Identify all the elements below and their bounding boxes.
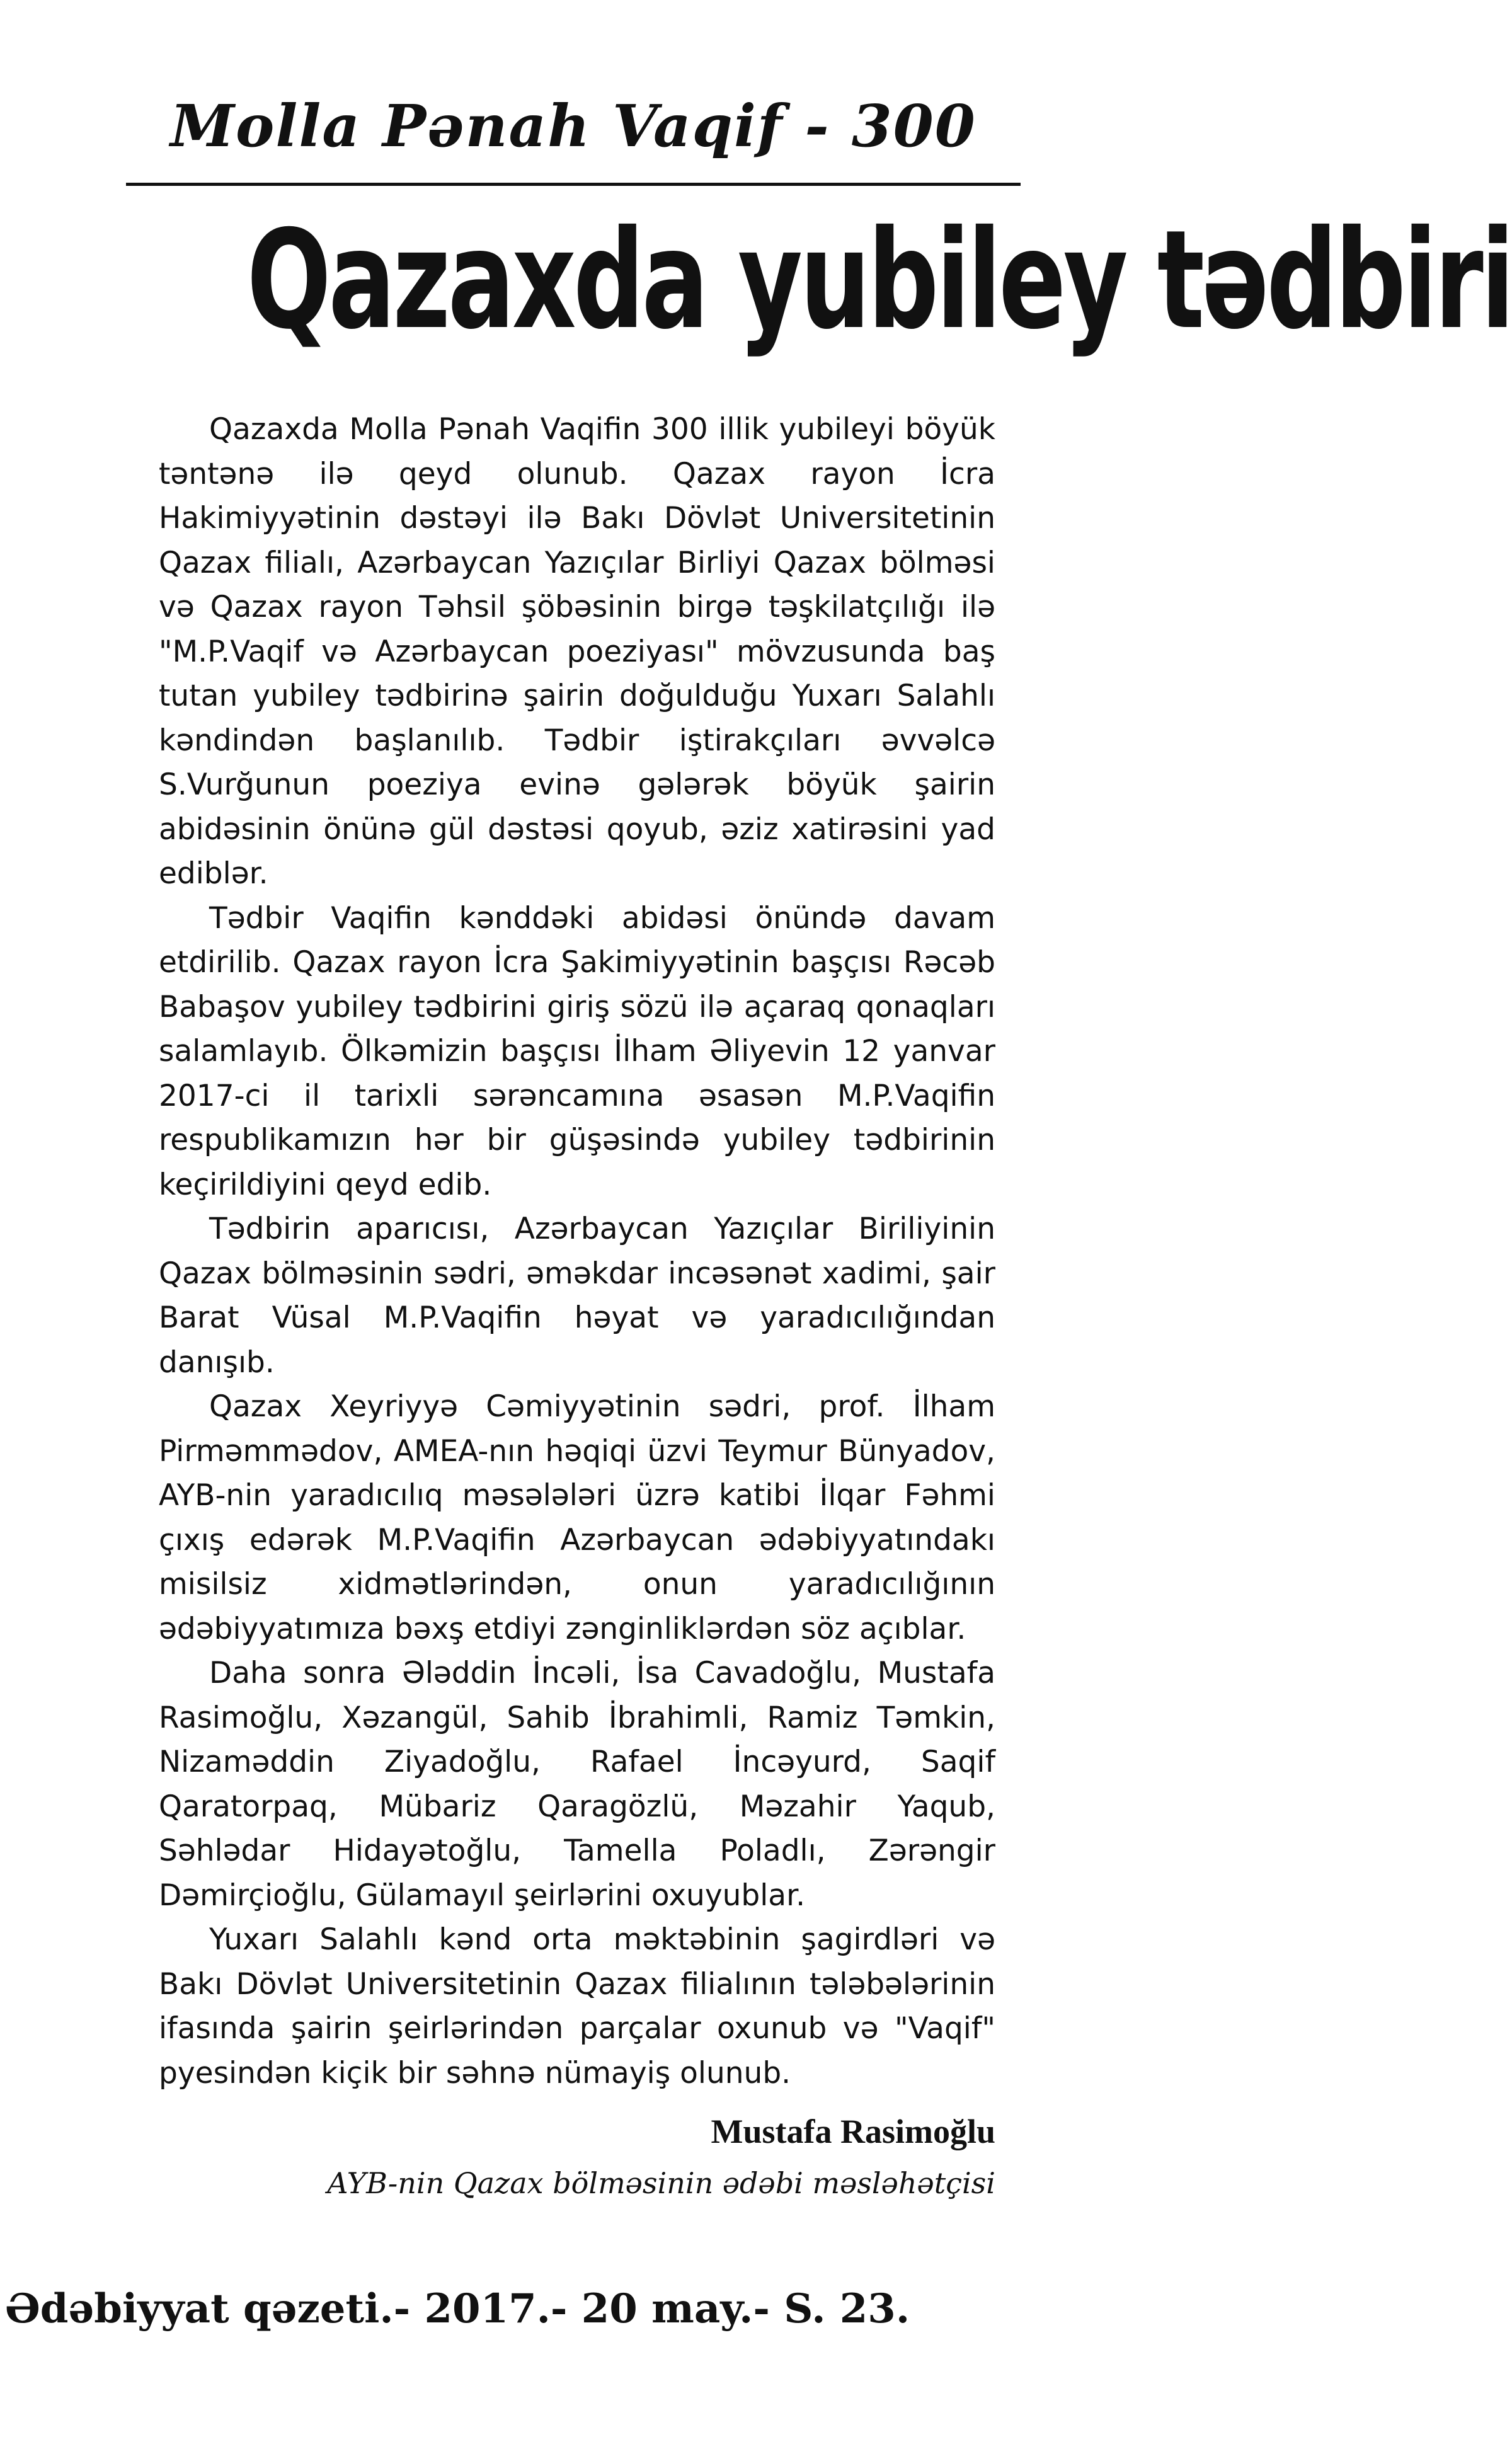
- article-body: [126, 408, 1021, 2096]
- paragraph: Qazaxda Molla Pənah Vaqifin 300 illik yubileyi böyük təntənə ilə qeyd olunub. Qazax rayon İcra Hakimiyyətinin dəstəyi ilə Bakı Dövlət Universitetinin Qazax filialı, Azərbaycan Yazıçılar Birliyi Qazax bölməsi və Qazax rayon Təhsil şöbəsinin birgə təşkilatçılığı ilə "M.P.Vaqif və Azərbaycan poeziyası" mövzusunda baş tutan yubiley tədbirinə şairin doğulduğu Yuxarı Salahlı kəndindən başlanılıb. Tədbir iştirakçıları əvvəlcə S.Vurğunun poeziya evinə gələrək böyük şairin abidəsinin önünə gül dəstəsi qoyub, əziz xatirəsini yad ediblər.: [159, 412, 995, 891]
- headline: Qazaxda yubiley tədbiri: [246, 201, 1512, 359]
- author-name: Mustafa Rasimoğlu: [711, 2113, 995, 2150]
- kicker-title: Molla Pənah Vaqif - 300: [170, 92, 976, 160]
- newspaper-clipping: [126, 82, 1512, 2224]
- paragraph: Tədbir Vaqifin kənddəki abidəsi önündə davam etdirilib. Qazax rayon İcra Şakimiyyətinin başçısı Rəcəb Babaşov yubiley tədbirini giriş sözü ilə açaraq qonaqları salamlayıb. Ölkəmizin başçısı İlham Əliyevin 12 yanvar 2017-ci il tarixli sərəncamına əsasən M.P.Vaqifin respublikamızın hər bir güşəsində yubiley tədbirinin keçirildiyini qeyd edib.: [159, 900, 995, 1202]
- paragraph: Daha sonra Ələddin İncəli, İsa Cavadoğlu, Mustafa Rasimoğlu, Xəzangül, Sahib İbrahimli, Ramiz Təmkin, Nizaməddin Ziyadoğlu, Rafael İncəyurd, Saqif Qaratorpaq, Mübariz Qaragözlü, Məzahir Yaqub, Səhlədar Hidayətoğlu, Tamella Poladlı, Zərəngir Dəmirçioğlu, Gülamayıl şeirlərini oxuyublar.: [159, 1656, 995, 1913]
- paragraph: Qazax Xeyriyyə Cəmiyyətinin sədri, prof. İlham Pirməmmədov, AMEA-nın həqiqi üzvi Teymur Bünyadov, AYB-nin yaradıcılıq məsələləri üzrə katibi İlqar Fəhmi çıxış edərək M.P.Vaqifin Azərbaycan ədəbiyyatındakı misilsiz xidmətlərindən, onun yaradıcılığının ədəbiyyatımıza bəxş etdiyi zənginliklərdən söz açıblar.: [159, 1389, 995, 1646]
- author-title: AYB-nin Qazax bölməsinin ədəbi məsləhətçisi: [327, 2166, 995, 2200]
- paragraph: Tədbirin aparıcısı, Azərbaycan Yazıçılar Biriliyinin Qazax bölməsinin sədri, əməkdar incəsənət xadimi, şair Barat Vüsal M.P.Vaqifin həyat və yaradıcılığından danışıb.: [159, 1212, 995, 1380]
- source-citation: Ədəbiyyat qəzeti.- 2017.- 20 may.- S. 23.: [5, 2285, 910, 2332]
- paragraph: Yuxarı Salahlı kənd orta məktəbinin şagirdləri və Bakı Dövlət Universitetinin Qazax filialının tələbələrinin ifasında şairin şeirlərindən parçalar oxunub və "Vaqif" pyesindən kiçik bir səhnə nümayiş olunub.: [159, 1922, 995, 2091]
